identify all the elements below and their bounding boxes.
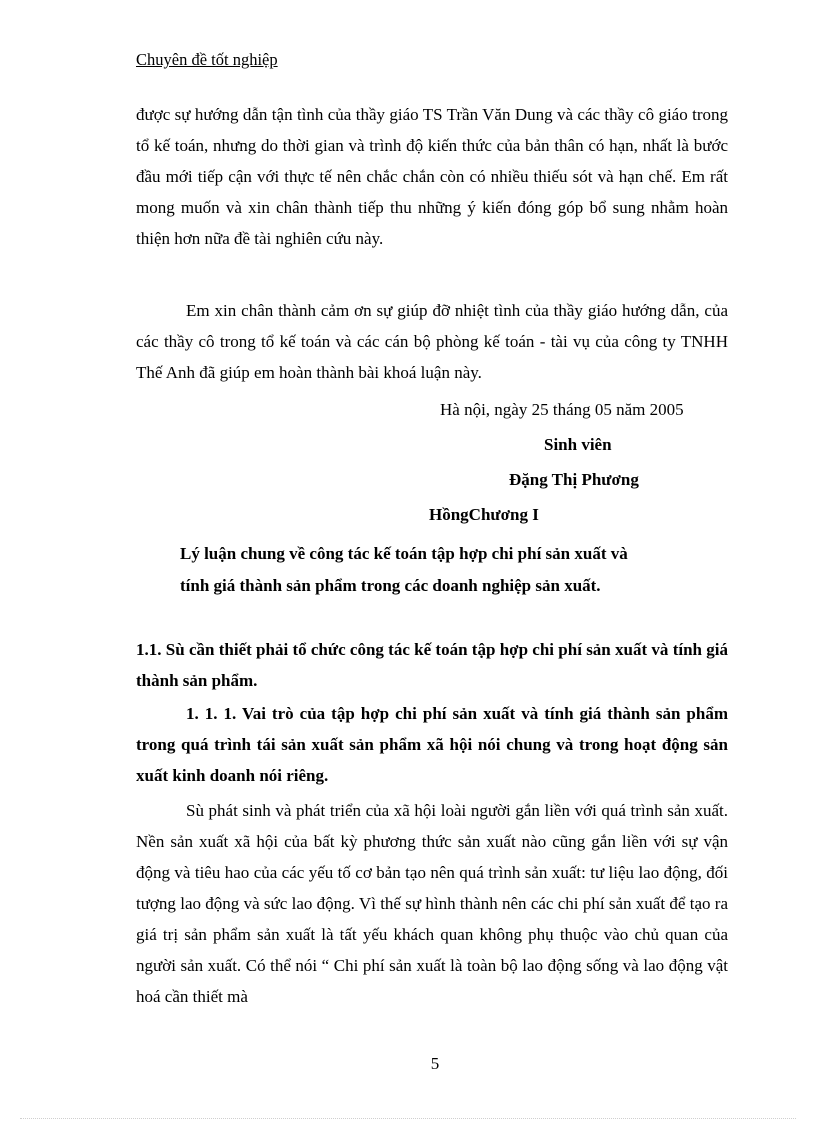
paragraph-body [136,795,728,1012]
paragraph-text: được sự hướng dẫn tận tình của thầy giáo TS Trần Văn Dung và các thầy cô giáo trong tổ kế toán, nhưng do thời gian và trình độ kiến thức của bản thân có hạn, nhất là bước đầu mới tiếp cận với thực tế nên chắc chắn còn có nhiều thiếu sót và hạn chế. Em rất mong muốn và xin chân thành tiếp thu những ý kiến đóng góp bổ sung nhằm hoàn thiện hơn nữa đề tài nghiên cứu này. [136,105,728,248]
signature-date: Hà nội, ngày 25 tháng 05 năm 2005 [440,400,684,419]
page-number: 5 [430,1054,440,1073]
signature-name: Đặng Thị Phương [509,470,639,489]
section-heading-1-1-1 [136,698,728,791]
signature-name-continued: HồngChương I [429,505,539,524]
section-heading-text [136,634,728,696]
page-header: Chuyên đề tốt nghiệp [136,50,278,69]
page-bottom-divider [20,1118,796,1119]
paragraph-text: Sù phát sinh và phát triển của xã hội loài người gắn liền với quá trình sản xuất. Nền sản xuất xã hội của bất kỳ phương thức sản xuất nào cũng gắn liền với sự vận động và tiêu hao của các yếu tố cơ bản tạo nên quá trình sản xuất: tư liệu lao động, đối tượng lao động và sức lao động. Vì thế sự hình thành nên các chi phí sản xuất để tạo ra giá trị sản phẩm sản xuất là tất yếu khách quan không phụ thuộc vào chủ quan của người sản xuất. Có thể nói “ Chi phí sản xuất là toàn bộ lao động sống và lao động vật hoá cần thiết mà [136,801,728,1006]
section-heading-text [136,698,728,791]
paragraph-acknowledgement-1 [136,99,728,254]
chapter-title-line-1: Lý luận chung về công tác kế toán tập hợp chi phí sản xuất và [180,544,628,563]
section-heading-1-1 [136,634,728,696]
section-heading-bold: 1.1. Sù cần thiết phải tổ chức công tác kế toán tập hợp chi phí sản xuất và tính giá thành sản phẩm. [136,640,728,690]
chapter-title-line-2: tính giá thành sản phẩm trong các doanh nghiệp sản xuất. [180,576,601,595]
chapter-title [180,538,740,602]
signature-role: Sinh viên [544,435,612,454]
paragraph-acknowledgement-2 [136,295,728,388]
section-heading-bold: 1. 1. 1. Vai trò của tập hợp chi phí sản xuất và tính giá thành sản phẩm trong quá trình tái sản xuất sản phẩm xã hội nói chung và trong hoạt động sản xuất kinh doanh nói riêng. [136,704,728,785]
paragraph-text: Em xin chân thành cảm ơn sự giúp đỡ nhiệt tình của thầy giáo hướng dẫn, của các thầy cô trong tổ kế toán và các cán bộ phòng kế toán - tài vụ của công ty TNHH Thế Anh đã giúp em hoàn thành bài khoá luận này. [136,301,728,382]
